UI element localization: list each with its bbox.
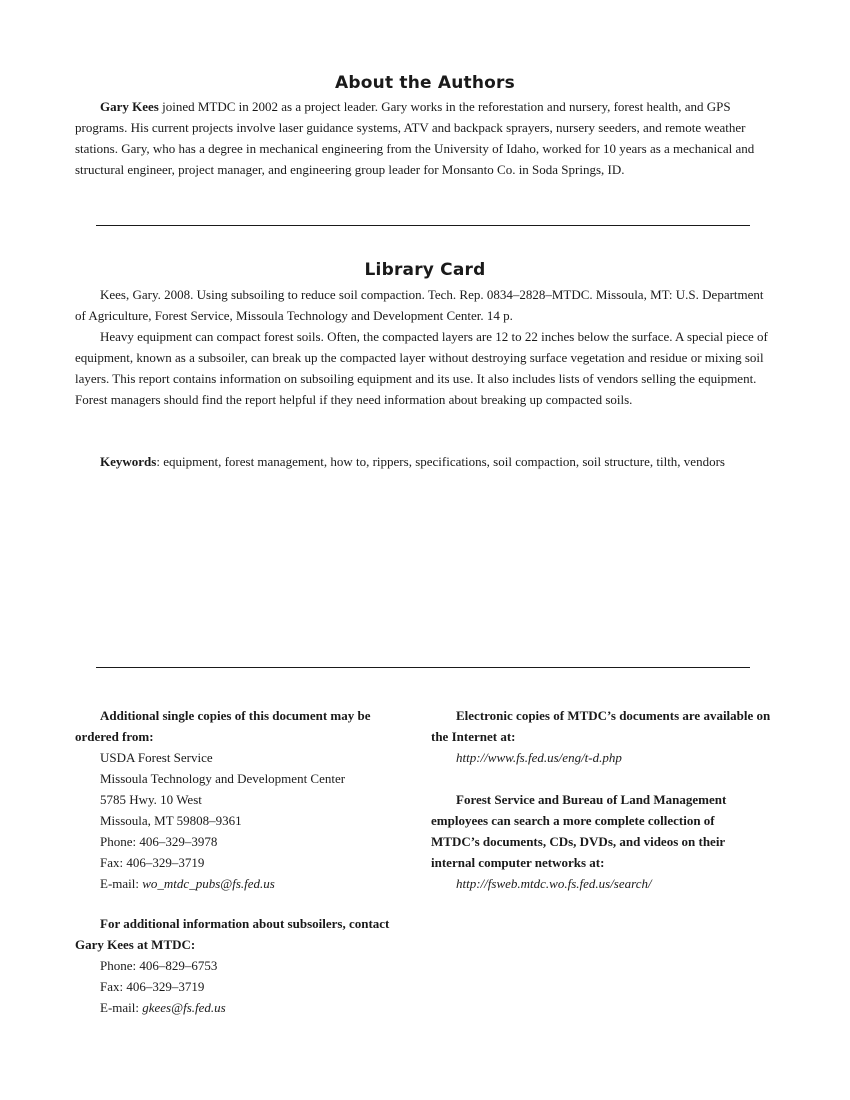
contact-email-line <box>75 997 415 1018</box>
ordering-center: Missoula Technology and Development Center <box>100 771 346 786</box>
ordering-city: Missoula, MT 59808–9361 <box>100 813 242 828</box>
contact-email-label: E-mail: <box>100 1000 143 1015</box>
divider-top <box>96 225 750 226</box>
ordering-email-label: E-mail: <box>100 876 143 891</box>
about-heading: About the Authors <box>335 73 515 93</box>
contact-email-link[interactable]: gkees@fs.fed.us <box>142 1000 226 1015</box>
electronic-heading: Electronic copies of MTDC’s documents are available on the Internet at: <box>431 708 771 744</box>
contact-block <box>75 913 415 1018</box>
contact-fax: Fax: 406–329–3719 <box>100 979 205 994</box>
author-bio: joined MTDC in 2002 as a project leader. Gary works in the reforestation and nursery, forest health, and GPS programs. His current projects involve laser guidance systems, ATV and backpack sprayers, nursery seeders, and remote weather stations. Gary, who has a degree in mechanical engineering from the University of Idaho, worked for 10 years as a mechanical and structural engineer, project manager, and engineering group leader for Monsanto Co. in Soda Springs, ID. <box>75 99 755 177</box>
ordering-email-link[interactable]: wo_mtdc_pubs@fs.fed.us <box>142 876 275 891</box>
ordering-block <box>75 705 415 894</box>
contact-heading: For additional information about subsoilers, contact Gary Kees at MTDC: <box>75 916 390 952</box>
electronic-url-link[interactable]: http://www.fs.fed.us/eng/t-d.php <box>456 750 622 765</box>
internal-block <box>431 789 771 894</box>
about-paragraph <box>75 96 775 180</box>
electronic-block <box>431 705 781 768</box>
ordering-org: USDA Forest Service <box>100 750 213 765</box>
library-card-keywords <box>75 451 775 472</box>
ordering-heading: Additional single copies of this document may be ordered from: <box>75 708 371 744</box>
author-name: Gary Kees <box>100 99 159 114</box>
divider-bottom <box>96 667 750 668</box>
keywords-text: : equipment, forest management, how to, rippers, specifications, soil compaction, soil structure, tilth, vendors <box>156 454 725 469</box>
ordering-email-line <box>75 873 415 894</box>
ordering-street: 5785 Hwy. 10 West <box>100 792 202 807</box>
library-card-citation: Kees, Gary. 2008. Using subsoiling to reduce soil compaction. Tech. Rep. 0834–2828–MTDC. Missoula, MT: U.S. Department of Agriculture, Forest Service, Missoula Technology and Development Center. 14 p. <box>75 287 764 323</box>
ordering-phone: Phone: 406–329–3978 <box>100 834 218 849</box>
contact-phone: Phone: 406–829–6753 <box>100 958 218 973</box>
keywords-label: Keywords <box>100 454 157 469</box>
internal-url-link[interactable]: http://fsweb.mtdc.wo.fs.fed.us/search/ <box>456 876 652 891</box>
library-card-heading: Library Card <box>364 260 486 280</box>
library-card-abstract: Heavy equipment can compact forest soils. Often, the compacted layers are 12 to 22 inches below the surface. A special piece of equipment, known as a subsoiler, can break up the compacted layer without destroying surface vegetation and residue or mixing soil layers. This report contains information on subsoiling equipment and its use. It also includes lists of vendors selling the equipment. Forest managers should find the report helpful if they need information about breaking up compacted soils. <box>75 329 768 407</box>
ordering-fax: Fax: 406–329–3719 <box>100 855 205 870</box>
internal-heading: Forest Service and Bureau of Land Management employees can search a more complete collection of MTDC’s documents, CDs, DVDs, and videos on their internal computer networks at: <box>431 792 727 870</box>
